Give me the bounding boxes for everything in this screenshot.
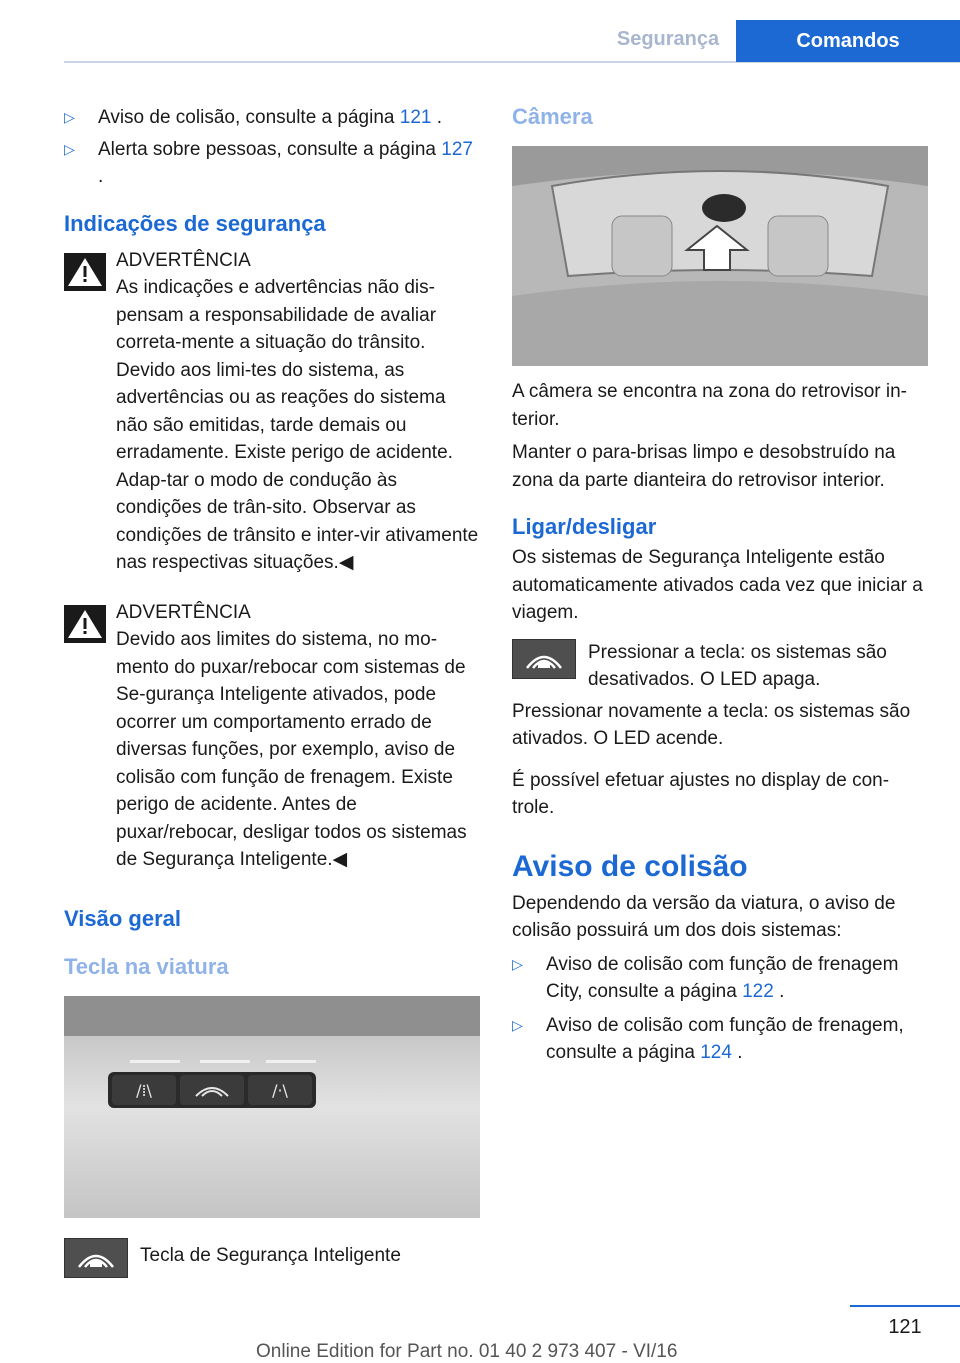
onoff-paragraph-2: Pressionar novamente a tecla: os sistemas são ativados. O LED acende.	[512, 700, 911, 749]
subheading-camera: Câmera	[512, 104, 593, 129]
onoff-press-row	[512, 639, 928, 694]
header-section[interactable]: Segurança	[616, 28, 720, 50]
intelligent-safety-button-icon	[64, 1238, 128, 1278]
section-heading-safety: Indicações de segurança	[64, 210, 326, 236]
left-column	[64, 100, 480, 1280]
list-item-suffix: .	[431, 107, 443, 128]
list-item	[64, 104, 480, 132]
triangle-right-icon: ▷	[512, 1016, 523, 1033]
button-caption: Tecla de Segurança Inteligente	[140, 1244, 401, 1266]
camera-paragraph-1: A câmera se encontra na zona do retrovisor in-terior.	[512, 381, 907, 430]
subheading-button: Tecla na viatura	[64, 953, 229, 979]
list-item-text: Alerta sobre pessoas, consulte a página	[98, 138, 442, 160]
camera-location-image	[512, 146, 928, 366]
section-heading-onoff: Ligar/desligar	[512, 514, 657, 539]
list-item-text: Aviso de colisão com função de frenagem City, consulte a página	[546, 953, 899, 1002]
svg-text:/·\: /·\	[272, 1080, 288, 1100]
list-item	[64, 136, 480, 191]
list-item	[512, 1012, 928, 1067]
list-item-text: Aviso de colisão com função de frenagem, consulte a página	[546, 1014, 904, 1063]
triangle-right-icon: ▷	[64, 140, 75, 157]
warning-title: ADVERTÊNCIA	[116, 601, 251, 623]
onoff-paragraph-3: É possível efetuar ajustes no display de con-trole.	[512, 769, 890, 818]
section-heading-collision: Aviso de colisão	[512, 849, 748, 883]
list-item-suffix: .	[98, 166, 104, 187]
list-item-suffix: .	[731, 1042, 743, 1063]
list-item-text: Aviso de colisão, consulte a página	[98, 107, 400, 128]
triangle-right-icon: ▷	[64, 109, 75, 125]
page-number: 121	[888, 1316, 922, 1338]
svg-text:/⁞\: /⁞\	[136, 1080, 152, 1100]
intelligent-safety-button-icon[interactable]	[512, 639, 576, 679]
warning-triangle-icon	[64, 253, 106, 291]
page-link[interactable]: 121	[399, 107, 432, 128]
list-item	[512, 951, 928, 1006]
page-link[interactable]: 124	[700, 1042, 732, 1063]
warning-body: Devido aos limites do sistema, no mo-mento do puxar/rebocar com sistemas de Se-gurança Inteligente ativados, pode ocorrer um comportamento errado de diversas funções, por exemplo, aviso de colisão com função de frenagem. Existe perigo de acidente. Antes de puxar/rebocar, desligar todos os sistemas de Segurança Inteligente.◀	[116, 629, 467, 870]
collision-paragraph-1: Dependendo da versão da viatura, o aviso de colisão possuirá um dos dois sistemas:	[512, 892, 896, 941]
page-link[interactable]: 122	[742, 981, 774, 1002]
section-heading-overview: Visão geral	[64, 905, 181, 931]
button-panel-image	[64, 996, 480, 1218]
right-column	[512, 100, 928, 1067]
footer-rule	[850, 1305, 960, 1307]
camera-paragraph-2: Manter o para-brisas limpo e desobstruído na zona da parte dianteira do retrovisor interior.	[512, 442, 896, 491]
warning-title: ADVERTÊNCIA	[116, 249, 251, 271]
onoff-paragraph-1: Os sistemas de Segurança Inteligente estão automaticamente ativados cada vez que iniciar a viagem.	[512, 547, 923, 623]
page-link[interactable]: 127	[441, 138, 473, 160]
warning-body: As indicações e advertências não dis-pensam a responsabilidade de avaliar correta-mente a situação do trânsito. Devido aos limi-tes do sistema, as advertências ou as reações do sistema não são emitidas, tarde demais ou erradamente. Existe perigo de acidente. Adap-tar o modo de condução às condições de trân-sito. Observar as condições de trânsito e inter-vir ativamente nas respectivas situações.◀	[116, 277, 479, 573]
warning-triangle-icon	[64, 605, 106, 643]
list-item-suffix: .	[773, 981, 785, 1002]
button-caption-row	[64, 1238, 480, 1280]
header-chapter-tab[interactable]: Comandos	[736, 20, 960, 62]
edition-note: Online Edition for Part no. 01 40 2 973 407 - VI/16	[256, 1341, 678, 1362]
triangle-right-icon: ▷	[512, 955, 523, 972]
onoff-press-text: Pressionar a tecla: os sistemas são desativados. O LED apaga.	[588, 641, 887, 690]
warning-block	[64, 247, 480, 577]
warning-block	[64, 599, 480, 874]
